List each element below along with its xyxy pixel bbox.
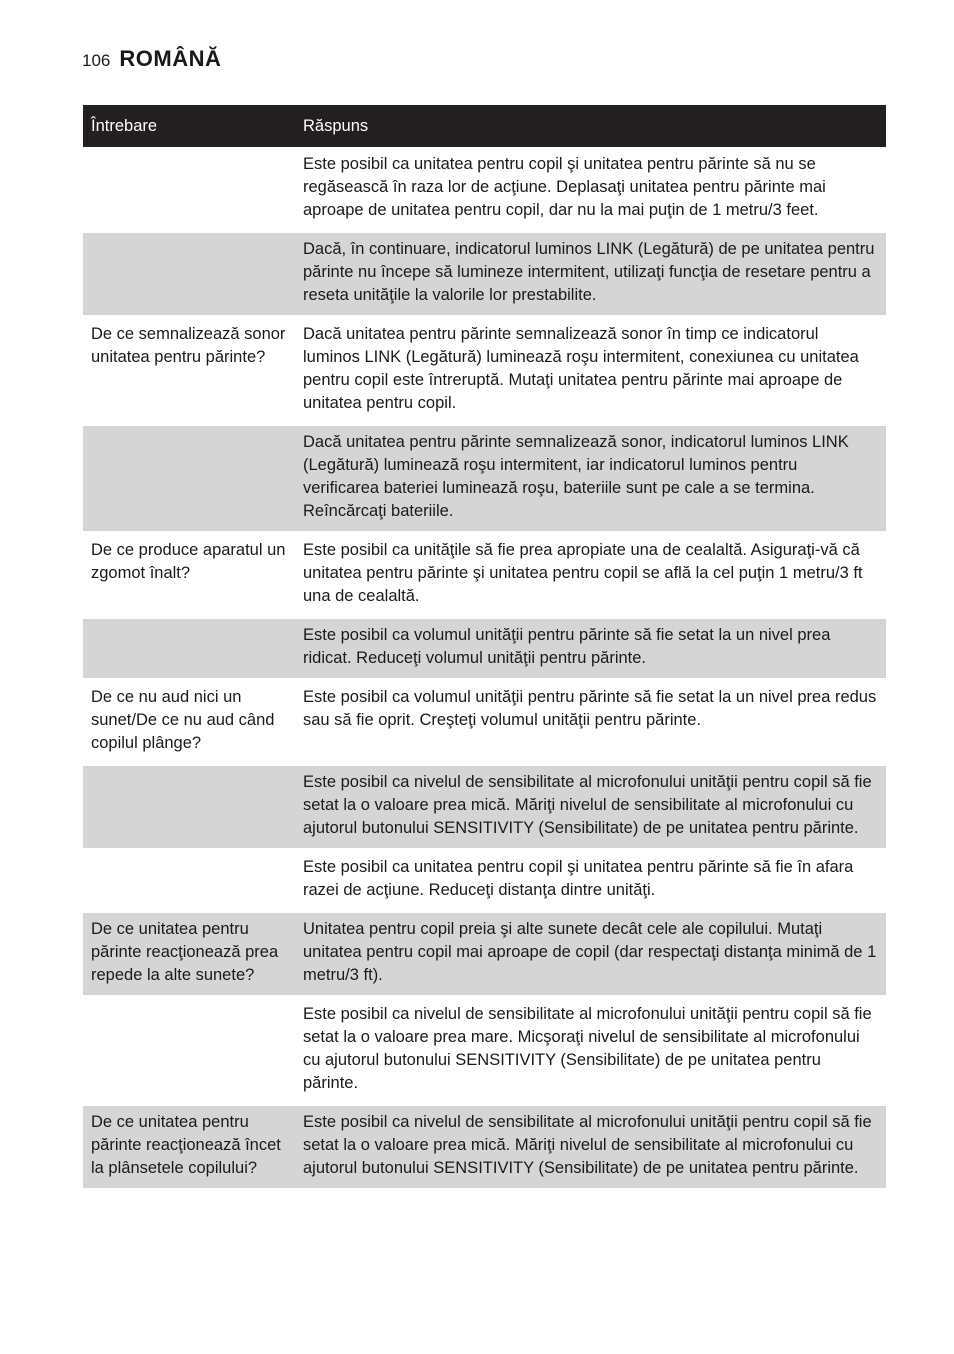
question-cell — [83, 147, 295, 232]
answer-cell: Este posibil ca nivelul de sensibilitate al microfonului unităţii pentru copil să fie setat la o valoare prea mică. Măriţi nivelul de sensibilitate al microfonului cu ajutorul butonului SENSITIVITY (Sensibilitate) de pe unitatea pentru părinte. — [295, 1105, 886, 1189]
table-row — [83, 533, 886, 618]
answer-cell: Este posibil ca nivelul de sensibilitate al microfonului unităţii pentru copil să fie setat la o valoare prea mică. Măriţi nivelul de sensibilitate al microfonului cu ajutorul butonului SENSITIVITY (Sensibilitate) de pe unitatea pentru părinte. — [295, 765, 886, 850]
page-language-title: ROMÂNĂ — [119, 46, 222, 71]
answer-cell: Dacă, în continuare, indicatorul luminos LINK (Legătură) de pe unitatea pentru părinte nu începe să lumineze intermitent, utilizaţi funcţia de resetare pentru a reseta unităţile la valorile lor prestabilite. — [295, 232, 886, 317]
column-header-answer: Răspuns — [295, 105, 886, 147]
table-body — [83, 147, 886, 1188]
question-cell — [83, 850, 295, 912]
question-cell: De ce unitatea pentru părinte reacţionează încet la plânsetele copilului? — [83, 1105, 295, 1189]
table-header-row — [83, 105, 886, 147]
answer-cell: Este posibil ca unităţile să fie prea apropiate una de cealaltă. Asiguraţi-vă că unitatea pentru părinte şi unitatea pentru copil se află la cel puţin 1 metru/3 ft una de cealaltă. — [295, 533, 886, 618]
table-row — [83, 317, 886, 425]
answer-cell: Dacă unitatea pentru părinte semnalizează sonor, indicatorul luminos LINK (Legătură) luminează roşu intermitent, iar indicatorul luminos pentru verificarea bateriei luminează roşu, bateriile sunt pe cale a se termina. Reîncărcaţi bateriile. — [295, 425, 886, 533]
answer-cell: Este posibil ca unitatea pentru copil şi unitatea pentru părinte să nu se regăsească în raza lor de acţiune. Deplasaţi unitatea pentru părinte mai aproape de unitatea pentru copil, dar nu la mai puţin de 1 metru/3 feet. — [303, 155, 826, 219]
answer-cell: Este posibil ca volumul unităţii pentru părinte să fie setat la un nivel prea ridicat. Reduceţi volumul unităţii pentru părinte. — [295, 618, 886, 680]
question-cell — [83, 232, 295, 317]
page-number: 106 — [82, 51, 111, 70]
page-header — [82, 46, 221, 74]
table-row — [83, 850, 886, 912]
question-cell: De ce produce aparatul un zgomot înalt? — [83, 533, 295, 618]
question-cell — [83, 618, 295, 680]
question-cell: De ce semnalizează sonor unitatea pentru părinte? — [83, 317, 295, 425]
table-header — [83, 105, 886, 147]
table-row — [83, 425, 886, 533]
question-cell — [83, 765, 295, 850]
answer-cell: Este posibil ca nivelul de sensibilitate al microfonului unităţii pentru copil să fie setat la o valoare prea mare. Micşoraţi nivelul de sensibilitate al microfonului cu ajutorul butonului SENSITIVITY (Sensibilitate) de pe unitatea pentru părinte. — [295, 997, 886, 1105]
column-header-question: Întrebare — [83, 105, 295, 147]
question-cell: De ce unitatea pentru părinte reacţionează prea repede la alte sunete? — [83, 912, 295, 997]
table-row — [83, 765, 886, 850]
table-row — [83, 1105, 886, 1189]
table-row — [83, 232, 886, 317]
table-row — [83, 147, 886, 232]
table-row — [83, 912, 886, 997]
question-cell — [83, 425, 295, 533]
question-cell: De ce nu aud nici un sunet/De ce nu aud când copilul plânge? — [83, 680, 295, 765]
answer-cell: Este posibil ca volumul unităţii pentru părinte să fie setat la un nivel prea redus sau să fie oprit. Creşteţi volumul unităţii pentru părinte. — [295, 680, 886, 765]
answer-cell: Este posibil ca unitatea pentru copil şi unitatea pentru părinte să fie în afara razei de acţiune. Reduceţi distanţa dintre unităţi. — [295, 850, 886, 912]
table-row — [83, 618, 886, 680]
troubleshooting-table — [83, 105, 886, 1188]
question-cell — [83, 997, 295, 1105]
answer-cell: Unitatea pentru copil preia şi alte sunete decât cele ale copilului. Mutaţi unitatea pentru copil mai aproape de copil (dar respectaţi distanţa minimă de 1 metru/3 ft). — [295, 912, 886, 997]
table-row — [83, 680, 886, 765]
answer-cell: Dacă unitatea pentru părinte semnalizează sonor în timp ce indicatorul luminos LINK (Legătură) luminează roşu intermitent, conexiunea cu unitatea pentru copil este întreruptă. Mutaţi unitatea pentru părinte mai aproape de unitatea pentru copil. — [295, 317, 886, 425]
table-row — [83, 997, 886, 1105]
